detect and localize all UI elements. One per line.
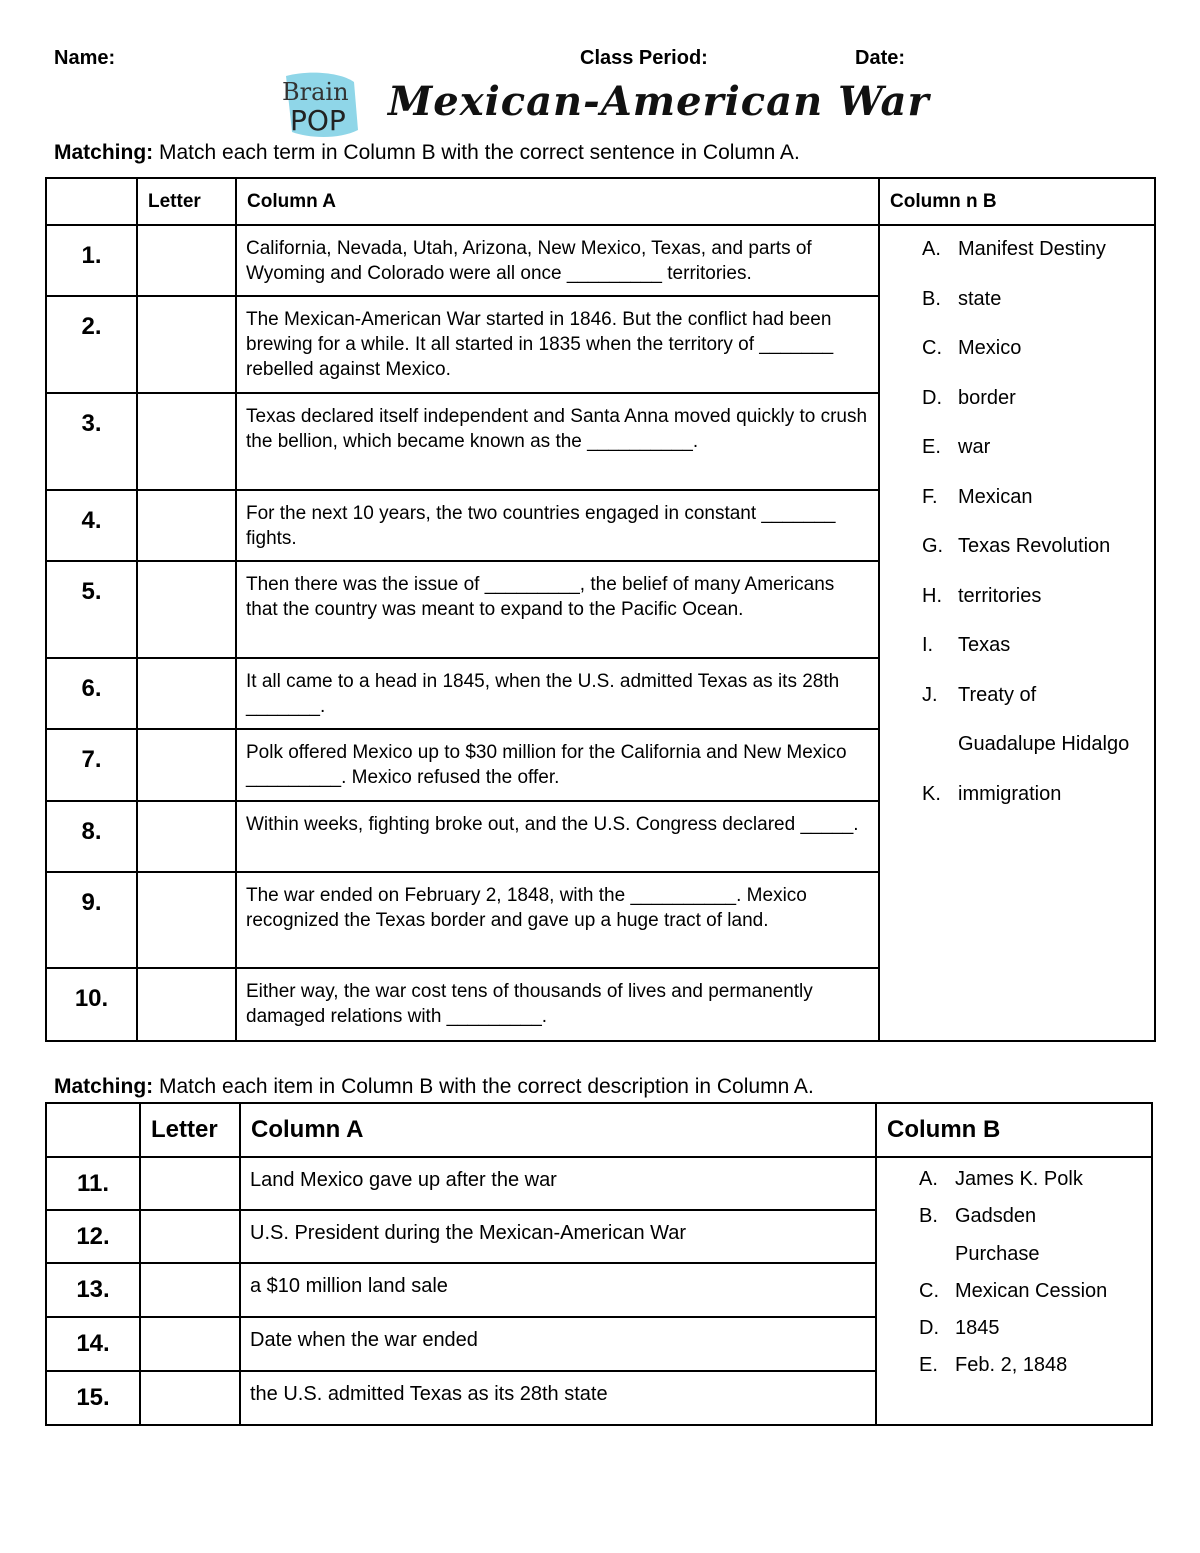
term-text: 1845 xyxy=(955,1317,1000,1340)
term-letter: D. xyxy=(919,1317,939,1340)
term-letter: C. xyxy=(919,1279,939,1302)
term-letter xyxy=(919,1243,955,1280)
row-number: 9. xyxy=(46,872,137,968)
list-item xyxy=(919,1205,1151,1242)
class-period-label: Class Period: xyxy=(580,47,708,69)
list-item xyxy=(922,288,1154,338)
term-text: Manifest Destiny xyxy=(958,238,1106,260)
column-a-sentence: The Mexican-American War started in 1846. But the conflict had been brewing for a while. It all started in 1835 when the territory of _______ rebelled against Mexico. xyxy=(236,296,879,393)
worksheet-title: Mexican-American War xyxy=(388,78,930,125)
column-a-sentence: It all came to a head in 1845, when the U.S. admitted Texas as its 28th _______. xyxy=(236,658,879,729)
matching-table-2 xyxy=(45,1102,1153,1426)
row-number: 10. xyxy=(46,968,137,1041)
column-a-description: Date when the war ended xyxy=(240,1317,876,1371)
letter-answer-cell[interactable] xyxy=(137,490,236,561)
header-number xyxy=(46,1103,140,1157)
term-letter: D. xyxy=(922,386,942,409)
column-a-sentence: Texas declared itself independent and Santa Anna moved quickly to crush the bellion, which became known as the __________. xyxy=(236,393,879,490)
logo-text-top: Brain xyxy=(282,78,349,106)
list-item xyxy=(919,1243,1151,1280)
row-number: 13. xyxy=(46,1263,140,1317)
row-number: 15. xyxy=(46,1371,140,1425)
brainpop-logo xyxy=(278,70,360,140)
term-letter: A. xyxy=(919,1168,938,1190)
row-number: 2. xyxy=(46,296,137,393)
term-letter: F. xyxy=(922,485,938,508)
header-column-b: Column B xyxy=(876,1103,1152,1157)
list-item xyxy=(922,387,1154,437)
row-number: 14. xyxy=(46,1317,140,1371)
row-number: 8. xyxy=(46,801,137,872)
letter-answer-cell[interactable] xyxy=(137,729,236,801)
column-b-list xyxy=(877,1158,1151,1392)
list-item xyxy=(922,733,1154,783)
column-a-sentence: Within weeks, fighting broke out, and the U.S. Congress declared _____. xyxy=(236,801,879,872)
list-item xyxy=(919,1317,1151,1354)
header-letter: Letter xyxy=(140,1103,240,1157)
column-a-description: a $10 million land sale xyxy=(240,1263,876,1317)
letter-answer-cell[interactable] xyxy=(140,1317,240,1371)
column-a-description: the U.S. admitted Texas as its 28th state xyxy=(240,1371,876,1425)
term-letter: A. xyxy=(922,238,941,260)
list-item xyxy=(922,634,1154,684)
header-column-a: Column A xyxy=(240,1103,876,1157)
instruction-2-bold: Matching: xyxy=(54,1075,154,1098)
instruction-1-bold: Matching: xyxy=(54,141,154,164)
list-item xyxy=(922,238,1154,288)
instruction-1 xyxy=(54,141,800,165)
letter-answer-cell[interactable] xyxy=(137,801,236,872)
term-text: Guadalupe Hidalgo xyxy=(958,733,1130,755)
column-a-sentence: Polk offered Mexico up to $30 million for the California and New Mexico _________. Mexico refused the offer. xyxy=(236,729,879,801)
list-item xyxy=(919,1168,1151,1205)
list-item xyxy=(922,783,1154,833)
letter-answer-cell[interactable] xyxy=(137,658,236,729)
logo-text-bottom: POP xyxy=(290,104,346,137)
term-text: war xyxy=(958,436,991,458)
header-letter: Letter xyxy=(137,178,236,225)
term-text: Feb. 2, 1848 xyxy=(955,1354,1068,1377)
term-text: James K. Polk xyxy=(955,1168,1083,1190)
column-b-list-cell xyxy=(879,225,1155,1041)
header-column-b: Column n B xyxy=(879,178,1155,225)
letter-answer-cell[interactable] xyxy=(140,1210,240,1263)
header-number xyxy=(46,178,137,225)
letter-answer-cell[interactable] xyxy=(140,1263,240,1317)
column-a-sentence: The war ended on February 2, 1848, with the __________. Mexico recognized the Texas border and gave up a huge tract of land. xyxy=(236,872,879,968)
column-a-sentence: Then there was the issue of _________, the belief of many Americans that the country was meant to expand to the Pacific Ocean. xyxy=(236,561,879,658)
column-a-description: U.S. President during the Mexican-American War xyxy=(240,1210,876,1263)
term-text: border xyxy=(958,386,1016,409)
letter-answer-cell[interactable] xyxy=(137,872,236,968)
row-number: 1. xyxy=(46,225,137,296)
term-letter: E. xyxy=(919,1354,938,1377)
row-number: 11. xyxy=(46,1157,140,1210)
letter-answer-cell[interactable] xyxy=(140,1157,240,1210)
letter-answer-cell[interactable] xyxy=(137,393,236,490)
term-text: Texas xyxy=(958,634,1011,656)
row-number: 4. xyxy=(46,490,137,561)
list-item xyxy=(919,1280,1151,1317)
term-text: Mexican Cession xyxy=(955,1279,1108,1302)
term-letter: B. xyxy=(919,1205,938,1228)
row-number: 12. xyxy=(46,1210,140,1263)
term-text: Purchase xyxy=(955,1242,1040,1265)
term-letter: G. xyxy=(922,535,944,557)
letter-answer-cell[interactable] xyxy=(137,296,236,393)
column-a-sentence: For the next 10 years, the two countries engaged in constant _______ fights. xyxy=(236,490,879,561)
term-text: state xyxy=(958,287,1002,310)
table-row xyxy=(46,225,1155,296)
matching-table-1 xyxy=(45,177,1156,1042)
list-item xyxy=(922,535,1154,585)
letter-answer-cell[interactable] xyxy=(140,1371,240,1425)
list-item xyxy=(922,486,1154,536)
list-item xyxy=(922,337,1154,387)
term-text: Mexican xyxy=(958,485,1033,508)
term-letter: E. xyxy=(922,436,941,458)
term-text: Texas Revolution xyxy=(958,535,1111,557)
list-item xyxy=(922,436,1154,486)
header-column-a: Column A xyxy=(236,178,879,225)
instruction-2 xyxy=(54,1075,814,1099)
row-number: 7. xyxy=(46,729,137,801)
column-a-sentence: California, Nevada, Utah, Arizona, New Mexico, Texas, and parts of Wyoming and Colorado were all once _________ territories. xyxy=(236,225,879,296)
row-number: 3. xyxy=(46,393,137,490)
term-letter: H. xyxy=(922,584,942,607)
table-row xyxy=(46,1157,1152,1210)
column-b-list-cell xyxy=(876,1157,1152,1425)
term-letter: C. xyxy=(922,337,942,359)
term-letter: I. xyxy=(922,634,934,656)
list-item xyxy=(922,585,1154,635)
letter-answer-cell[interactable] xyxy=(137,225,236,296)
term-letter: J. xyxy=(922,683,938,706)
term-text: immigration xyxy=(958,782,1062,805)
term-text: territories xyxy=(958,584,1042,607)
list-item xyxy=(919,1354,1151,1391)
column-a-sentence: Either way, the war cost tens of thousands of lives and permanently damaged relations with _________. xyxy=(236,968,879,1041)
row-number: 5. xyxy=(46,561,137,658)
term-letter: B. xyxy=(922,287,941,310)
term-text: Mexico xyxy=(958,337,1022,359)
term-text: Gadsden xyxy=(955,1205,1037,1228)
term-letter: K. xyxy=(922,782,941,805)
letter-answer-cell[interactable] xyxy=(137,968,236,1041)
list-item xyxy=(922,684,1154,734)
letter-answer-cell[interactable] xyxy=(137,561,236,658)
column-a-description: Land Mexico gave up after the war xyxy=(240,1157,876,1210)
instruction-2-text: Match each item in Column B with the correct description in Column A. xyxy=(153,1075,814,1098)
term-text: Treaty of xyxy=(958,683,1037,706)
date-label: Date: xyxy=(855,47,906,69)
row-number: 6. xyxy=(46,658,137,729)
column-b-list xyxy=(880,226,1154,832)
instruction-1-text: Match each term in Column B with the correct sentence in Column A. xyxy=(153,141,800,164)
name-label: Name: xyxy=(54,47,116,69)
term-letter xyxy=(922,733,958,783)
